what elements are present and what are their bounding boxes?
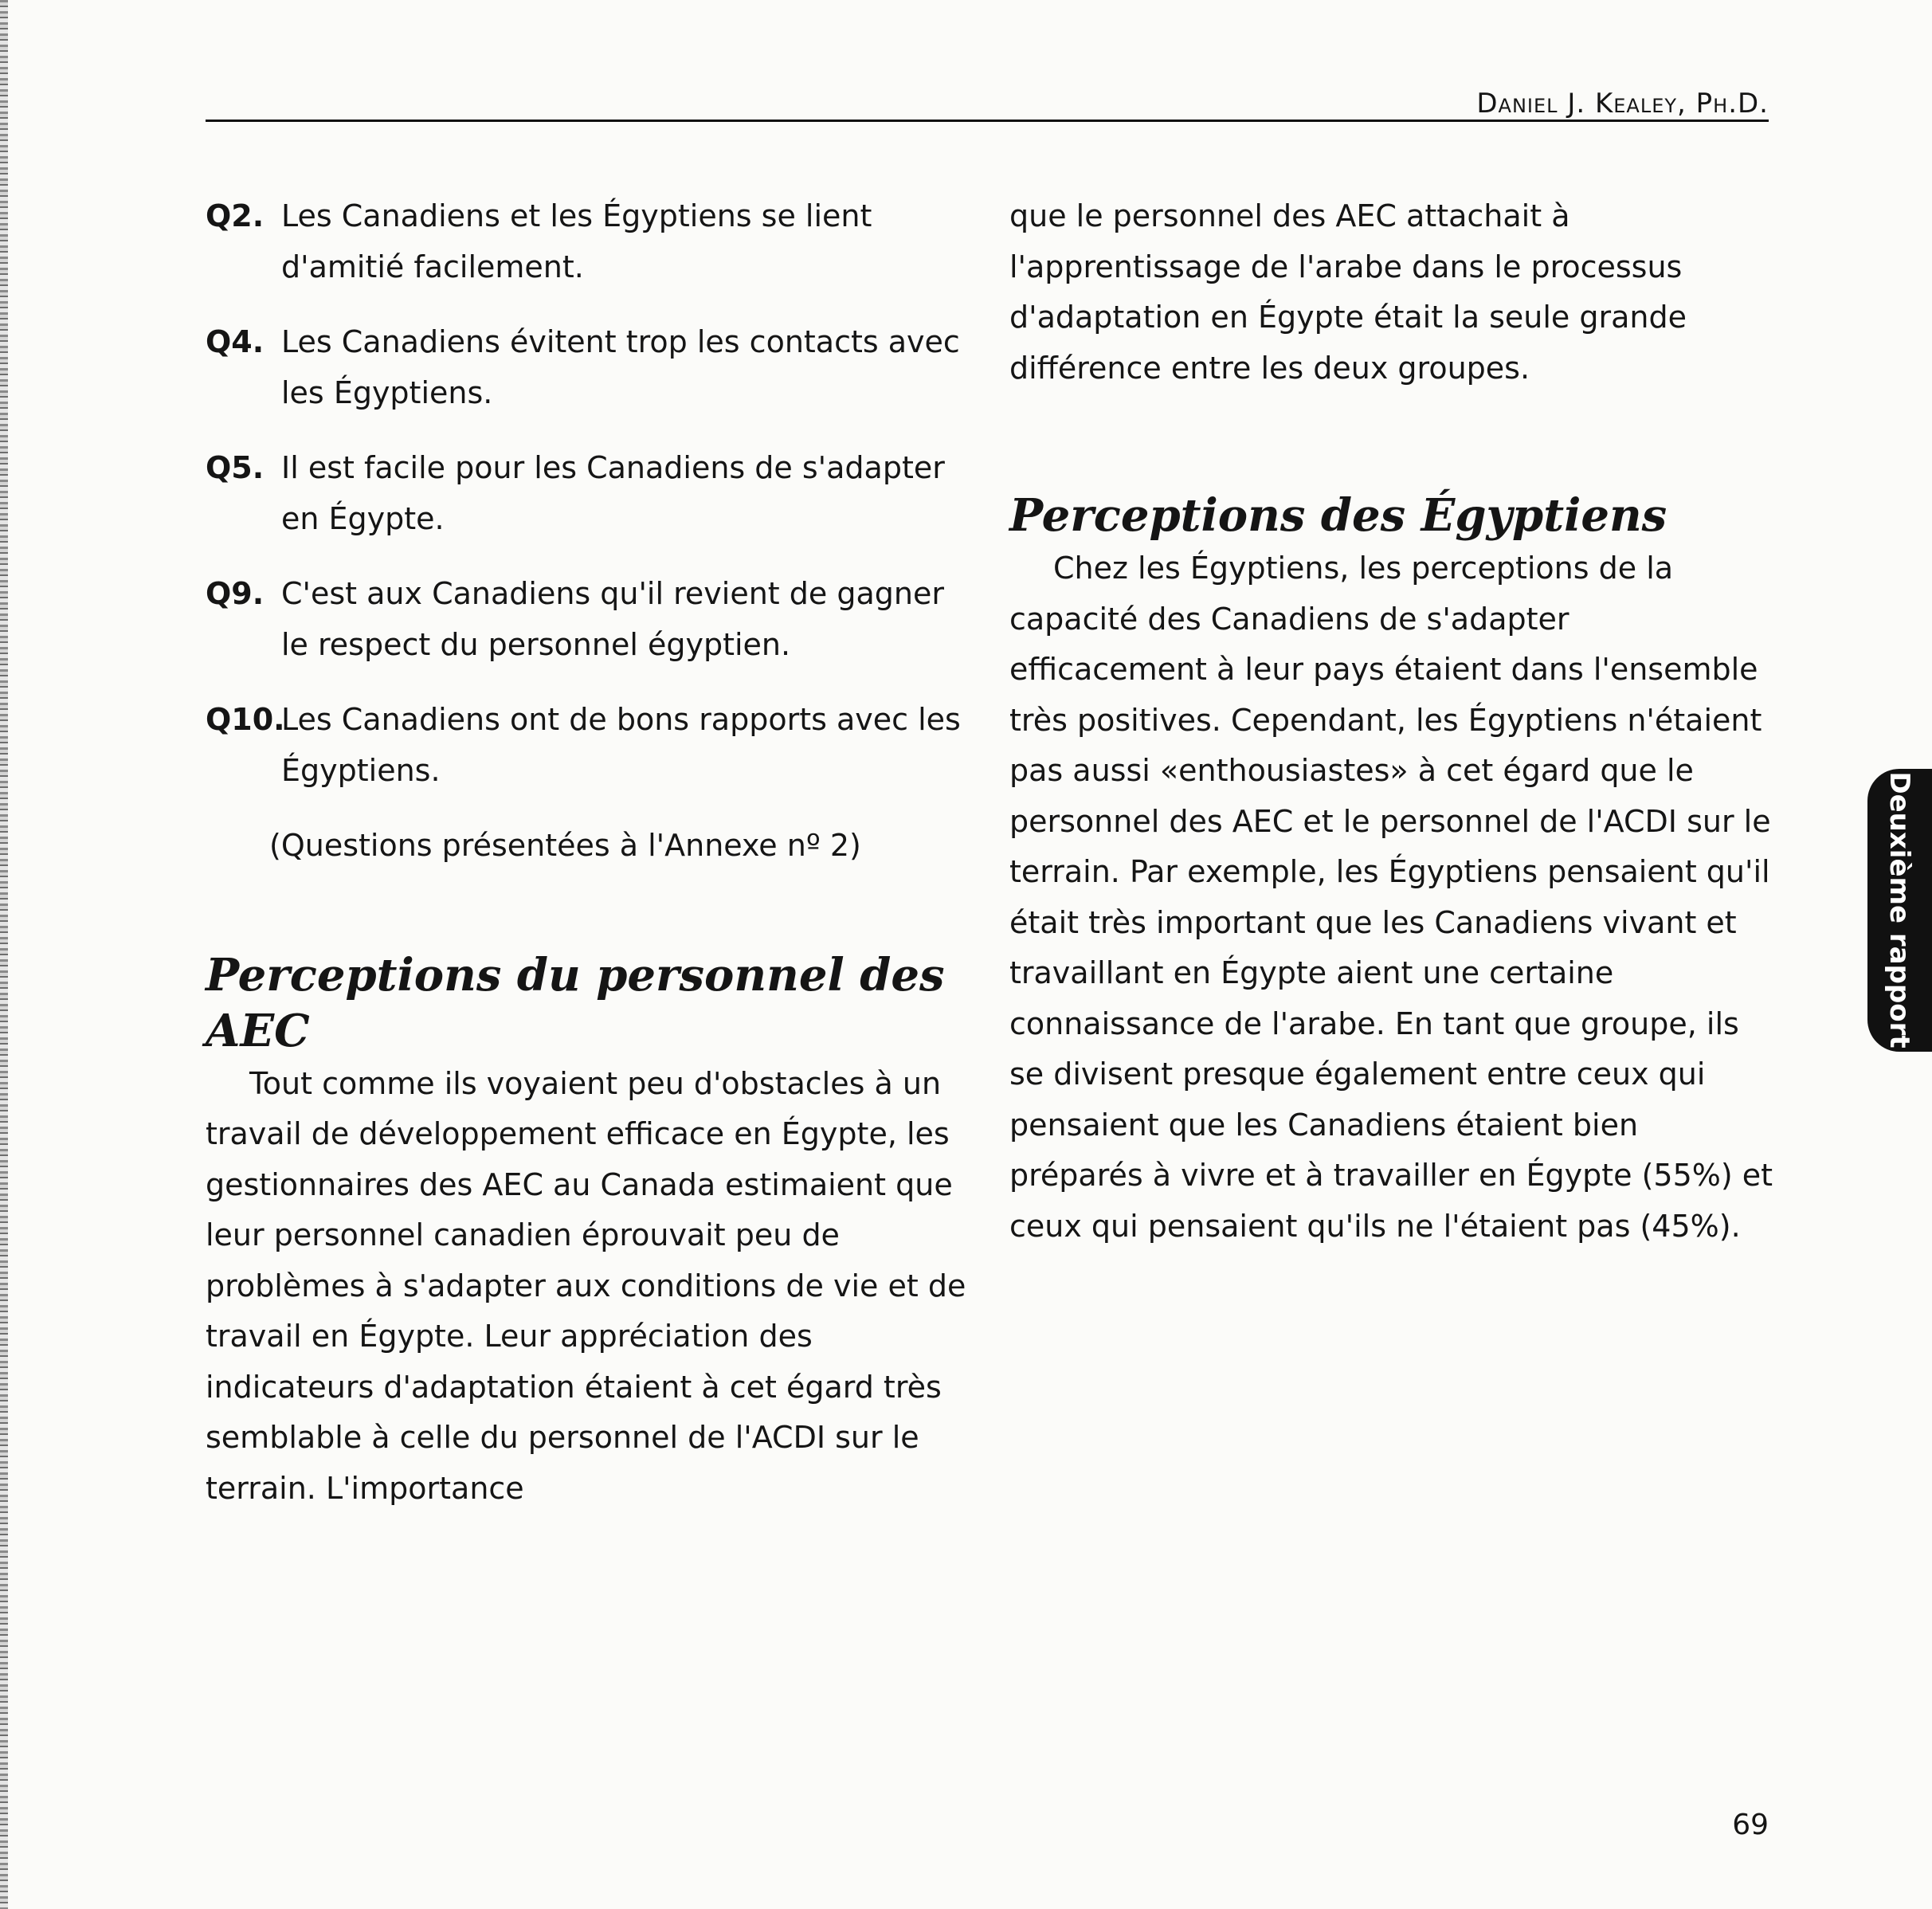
paragraph-continuation: que le personnel des AEC attachait à l'apprentissage de l'arabe dans le processus d'adaptation en Égypte était la seule grande différence entre les deux groupes.	[1009, 198, 1687, 386]
question-number: Q10.	[206, 702, 285, 737]
side-tab	[1867, 769, 1932, 1052]
page-number: 69	[1732, 1809, 1769, 1841]
question-text: Les Canadiens ont de bons rapports avec les Égyptiens.	[281, 702, 961, 788]
left-column	[206, 191, 970, 1514]
right-column	[1009, 191, 1774, 1252]
question-item	[206, 317, 970, 418]
side-tab-label: Deuxième rapport	[1883, 771, 1915, 1049]
scan-edge	[0, 0, 8, 1909]
question-text: C'est aux Canadiens qu'il revient de gagner le respect du personnel égyptien.	[281, 576, 944, 662]
question-text: Les Canadiens et les Égyptiens se lient d'amitié facilement.	[281, 198, 872, 284]
question-number: Q4.	[206, 324, 265, 359]
running-header: Daniel J. Kealey, Ph.D.	[1476, 88, 1769, 120]
section-paragraph-egyptians: Chez les Égyptiens, les perceptions de la capacité des Canadiens de s'adapter efficacement à leur pays étaient dans l'ensemble très positives. Cependant, les Égyptiens n'étaient pas aussi «enthousiastes» à cet égard que le personnel des AEC et le personnel de l'ACDI sur le terrain. Par exemple, les Égyptiens pensaient qu'il était très important que les Canadiens vivant et travaillant en Égypte aient une certaine connaissance de l'arabe. En tant que groupe, ils se divisent presque également entre ceux qui pensaient que les Canadiens étaient bien préparés à vivre et à travailler en Égypte (55%) et ceux qui pensaient qu'ils ne l'étaient pas (45%).	[1009, 551, 1773, 1244]
section-heading-aec: Perceptions du personnel des AEC	[206, 948, 945, 1057]
question-number: Q5.	[206, 450, 265, 485]
header-rule	[206, 120, 1769, 122]
question-number: Q2.	[206, 198, 265, 233]
question-text: Les Canadiens évitent trop les contacts avec les Égyptiens.	[281, 324, 960, 410]
section-heading-egyptians: Perceptions des Égyptiens	[1009, 489, 1667, 542]
question-item	[206, 569, 970, 670]
question-text: Il est facile pour les Canadiens de s'adapter en Égypte.	[281, 450, 945, 536]
question-number: Q9.	[206, 576, 265, 611]
annex-note: (Questions présentées à l'Annexe nº 2)	[269, 828, 861, 863]
section-paragraph-aec: Tout comme ils voyaient peu d'obstacles à un travail de développement efficace en Égypte, les gestionnaires des AEC au Canada estimaient que leur personnel canadien éprouvait peu de problèmes à s'adapter aux conditions de vie et de travail en Égypte. Leur appréciation des indicateurs d'adaptation étaient à cet égard très semblable à celle du personnel de l'ACDI sur le terrain. L'importance	[206, 1065, 966, 1506]
question-item	[206, 443, 970, 544]
question-item	[206, 191, 970, 292]
question-item	[206, 695, 970, 796]
